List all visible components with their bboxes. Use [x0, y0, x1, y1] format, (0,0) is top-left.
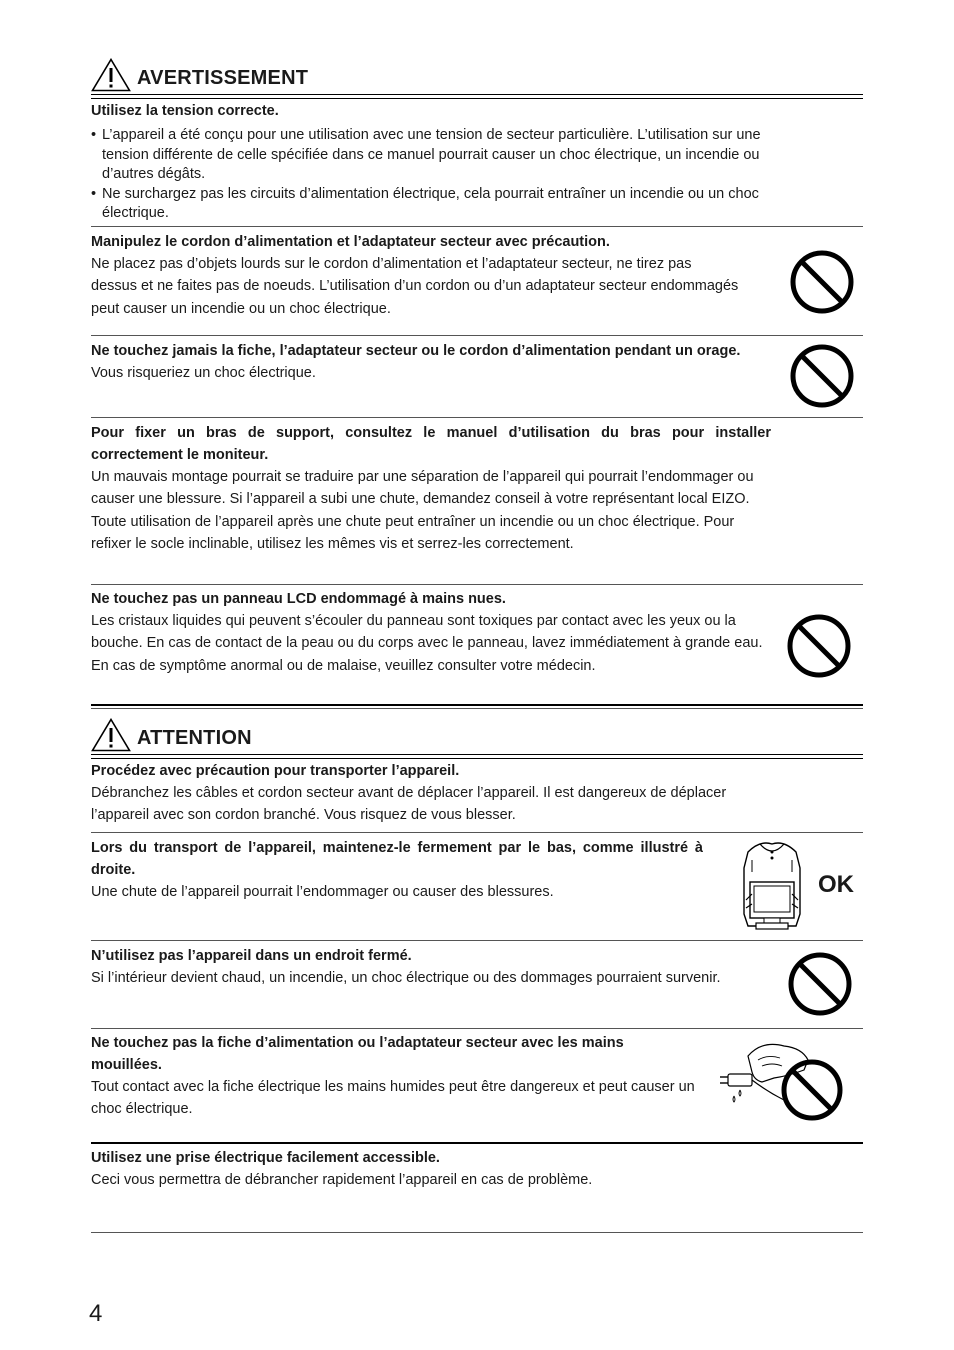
item-body: Tout contact avec la fiche électrique les mains humides peut être dangereux et peut causer un choc électrique.	[91, 1079, 695, 1118]
item-title: Pour fixer un bras de support, consultez le manuel d’utilisation du bras pour installer correctement le moniteur.	[91, 425, 771, 463]
header-rule	[91, 758, 863, 759]
item-body: Un mauvais montage pourrait se traduire par une séparation de l’appareil qui pourrait l’endommager ou causer une blessure. Si l’appareil a subi une chute, demandez conseil à votre représentant local EIZO. Toute utilisation de l’appareil après une chute peut entraîner un incendie ou un choc électrique. Pour refixer le socle inclinable, utilisez les mêmes vis et serrez-les correctement.	[91, 469, 754, 552]
item-title: Utilisez une prise électrique facilement accessible.	[91, 1150, 440, 1166]
item-body: Ne placez pas d’objets lourds sur le cordon d’alimentation et l’adaptateur secteur, ne tirez pas dessus et ne faites pas de noeuds. L’utilisation d’un cordon ou d’un adaptateur secteur endommagés peut causer un incendie ou un choc électrique.	[91, 256, 739, 317]
item-title: Utilisez la tension correcte.	[91, 103, 279, 119]
warning-arm	[91, 422, 863, 555]
item-title: Ne touchez jamais la fiche, l’adaptateur secteur ou le cordon d’alimentation pendant un orage.	[91, 343, 741, 359]
item-title: N’utilisez pas l’appareil dans un endroit fermé.	[91, 948, 412, 964]
person-carrying-monitor-illustration	[738, 838, 806, 934]
section-title: ATTENTION	[137, 727, 252, 749]
item-title: Ne touchez pas un panneau LCD endommagé à mains nues.	[91, 591, 506, 607]
divider	[91, 832, 863, 833]
section-title: AVERTISSEMENT	[137, 67, 309, 89]
prohibition-icon	[787, 951, 853, 1017]
warning-triangle-icon	[91, 718, 131, 752]
divider	[91, 226, 863, 227]
attention-header	[91, 718, 863, 752]
list-item: • L’appareil a été conçu pour une utilisation avec une tension de secteur particulière. L’utilisation sur une tension différente de celle spécifiée dans ce manuel pourrait causer un choc électrique, un incendie ou d’autres dégâts.	[91, 127, 761, 182]
bullet-mark: •	[91, 185, 97, 202]
footer-divider	[91, 1232, 863, 1233]
item-body: Si l’intérieur devient chaud, un incendie, un choc électrique ou des dommages pourraient survenir.	[91, 970, 721, 986]
item-title: Procédez avec précaution pour transporter l’appareil.	[91, 763, 460, 779]
wet-hand-plug-illustration	[718, 1040, 848, 1124]
bullet-list	[91, 126, 771, 224]
item-body: Ceci vous permettra de débrancher rapidement l’appareil en cas de problème.	[91, 1172, 593, 1188]
prohibition-icon	[789, 343, 855, 409]
warning-triangle-icon	[91, 58, 131, 92]
item-title: Manipulez le cordon d’alimentation et l’adaptateur secteur avec précaution.	[91, 234, 610, 250]
item-body: Vous risqueriez un choc électrique.	[91, 365, 316, 381]
item-body: En cas de symptôme anormal ou de malaise, veuillez consulter votre médecin.	[91, 657, 596, 674]
section-divider	[91, 708, 863, 709]
divider	[91, 940, 863, 941]
list-item: • Ne surchargez pas les circuits d’alimentation électrique, cela pourrait entraîner un incendie ou un choc électrique.	[91, 185, 759, 221]
header-rule	[91, 94, 863, 95]
section-divider	[91, 704, 863, 706]
item-body: Une chute de l’appareil pourrait l’endommager ou causer des blessures.	[91, 884, 554, 900]
page-number: 4	[89, 1300, 103, 1327]
caution-transport	[91, 760, 863, 827]
warning-cord	[91, 231, 863, 320]
prohibition-icon	[789, 249, 855, 315]
ok-label: OK	[818, 871, 854, 898]
divider	[91, 335, 863, 336]
divider	[91, 1142, 863, 1144]
avertissement-header	[91, 58, 863, 92]
caution-closed	[91, 945, 863, 989]
item-title: Lors du transport de l’appareil, maintenez-le fermement par le bas, comme illustré à droite.	[91, 840, 703, 878]
bullet-mark: •	[91, 127, 97, 143]
divider	[91, 584, 863, 585]
warning-voltage	[91, 100, 863, 224]
caution-outlet	[91, 1147, 863, 1191]
item-title: Ne touchez pas la fiche d’alimentation ou l’adaptateur secteur avec les mains mouillées.	[91, 1035, 624, 1073]
prohibition-icon	[786, 613, 852, 679]
divider	[91, 1028, 863, 1029]
warning-storm	[91, 340, 863, 384]
divider	[91, 417, 863, 418]
header-rule	[91, 98, 863, 99]
header-rule	[91, 754, 863, 755]
warning-lcd	[91, 588, 863, 677]
item-body: Les cristaux liquides qui peuvent s’écouler du panneau sont toxiques par contact avec les yeux ou la bouche. En cas de contact de la peau ou du corps avec le panneau, lavez immédiatement à grande eau.	[91, 613, 763, 652]
item-body: Débranchez les câbles et cordon secteur avant de déplacer l’appareil. Il est dangereux de déplacer l’appareil avec son cordon branché. Vous risquez de vous blesser.	[91, 785, 727, 824]
